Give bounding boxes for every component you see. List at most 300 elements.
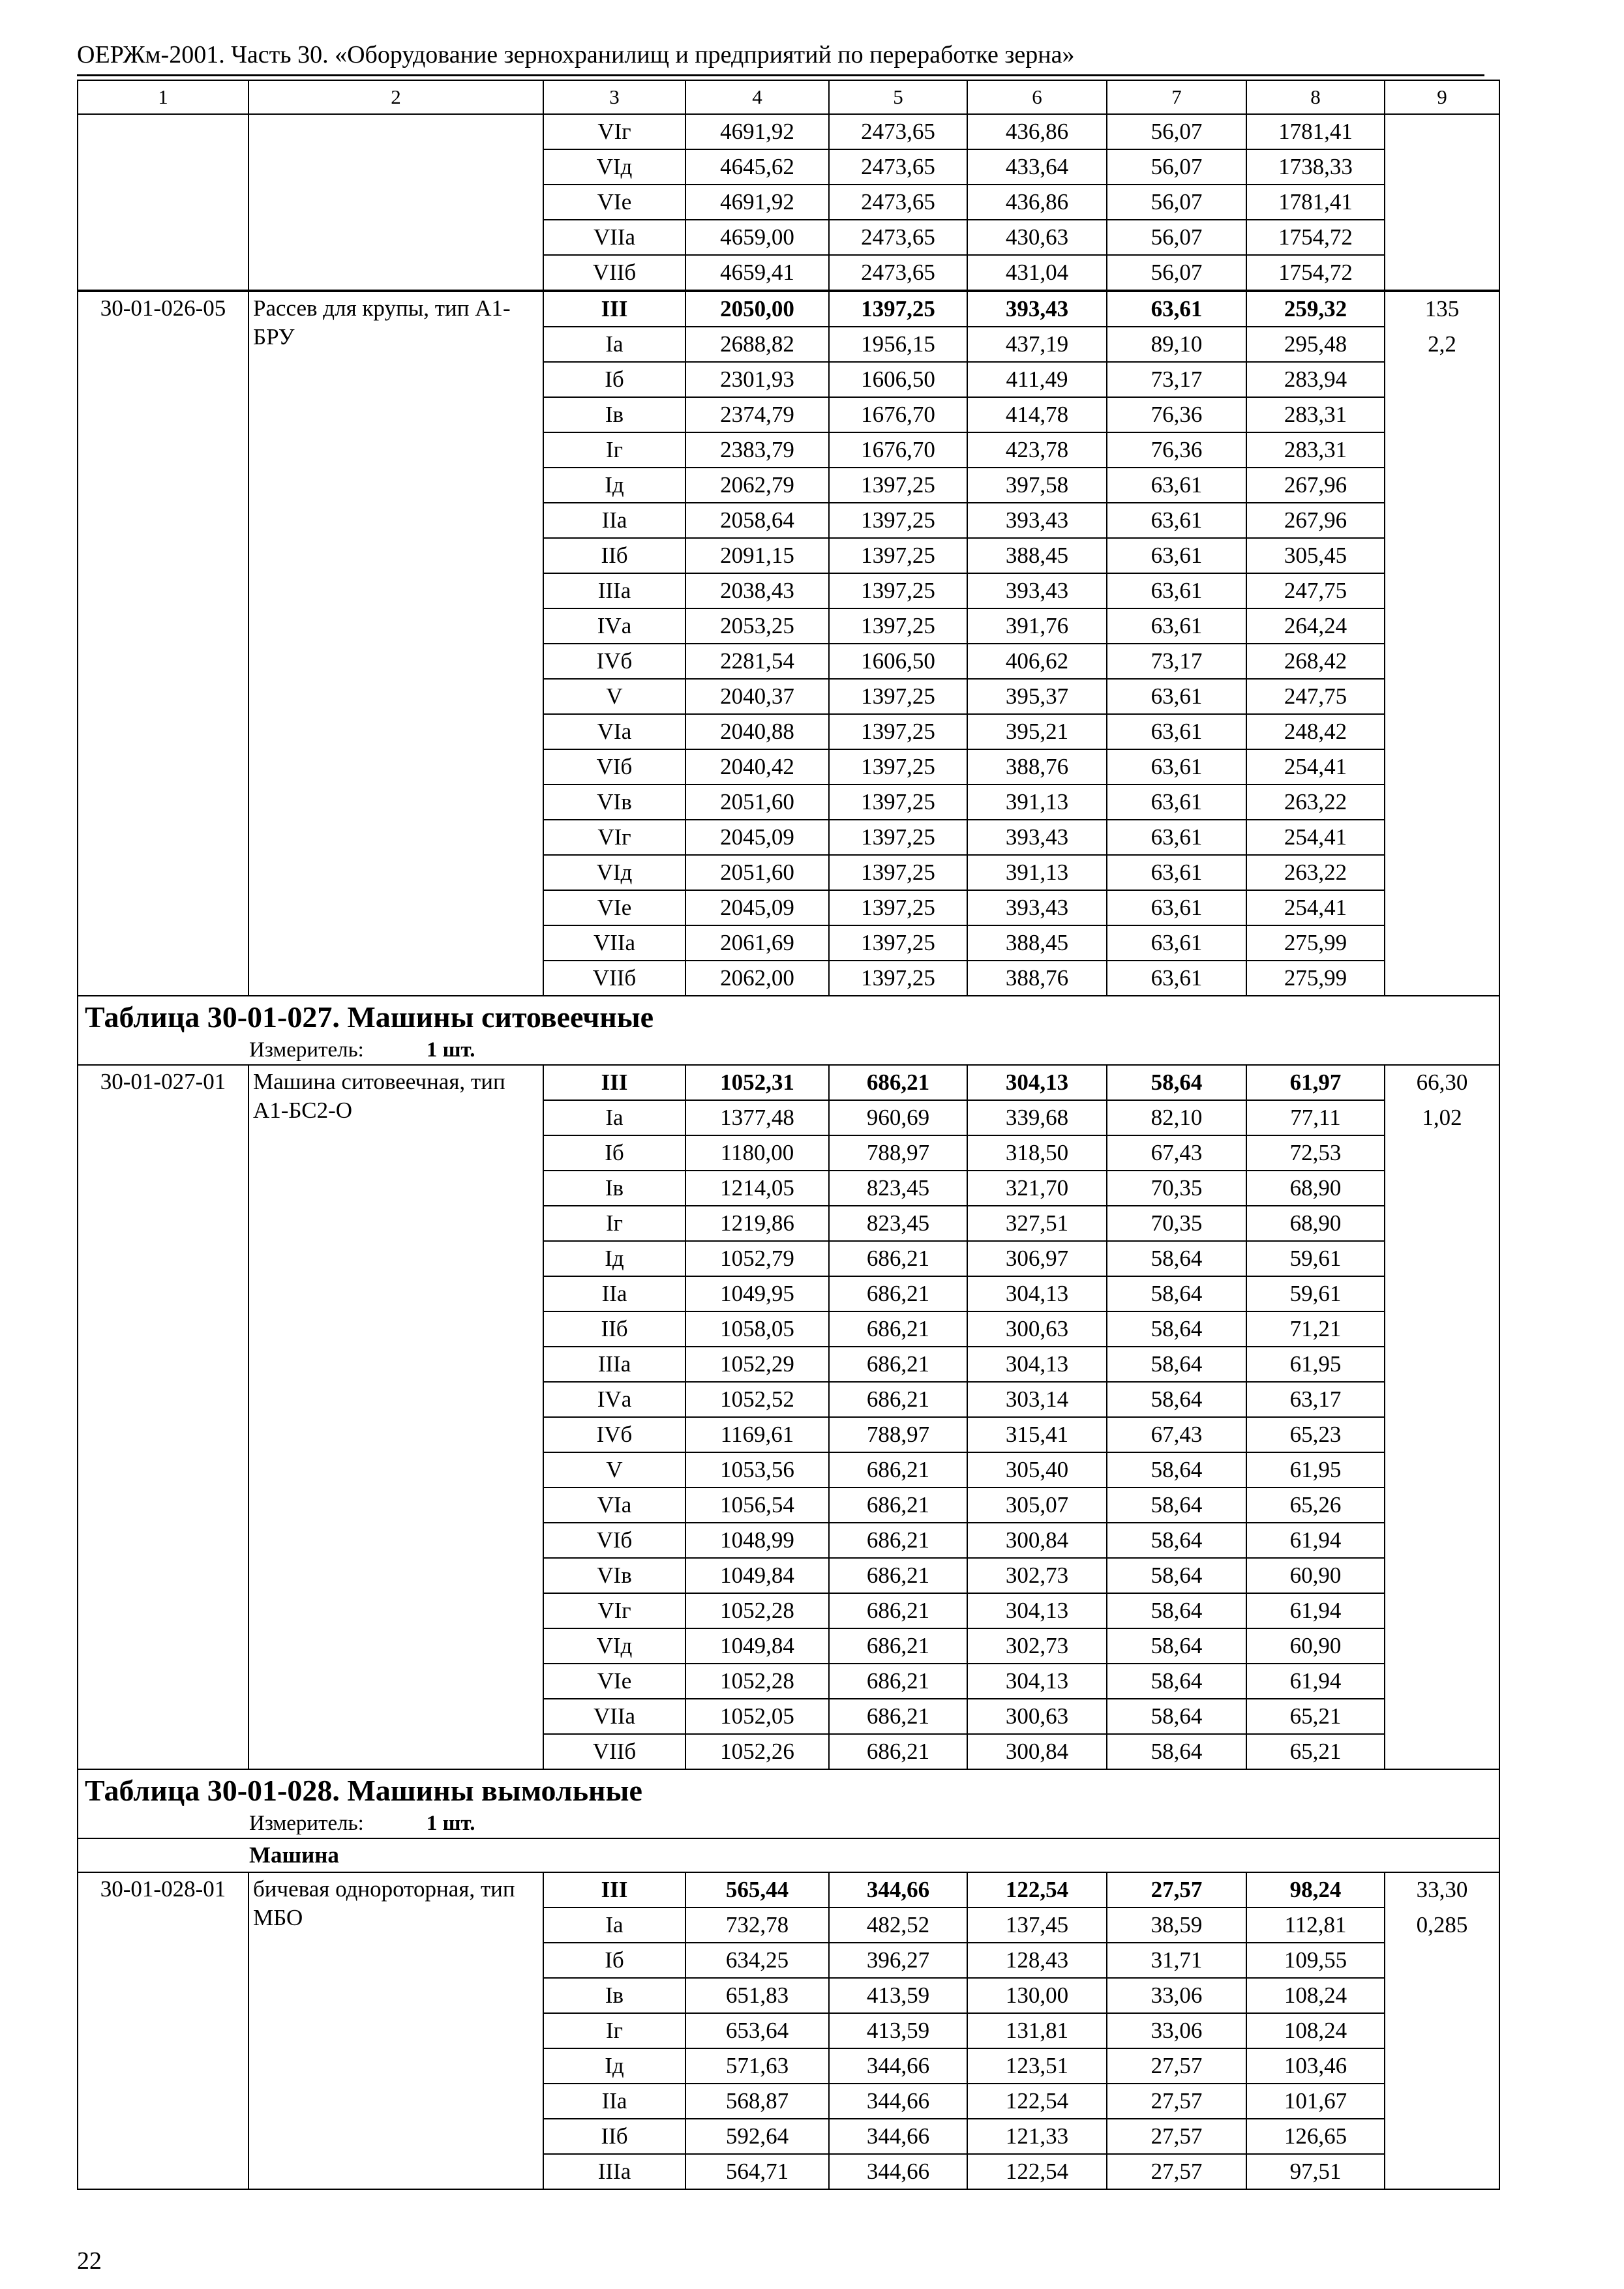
region-code: VIIа xyxy=(543,220,685,255)
cost-value: 686,21 xyxy=(829,1628,967,1664)
cost-value: 283,94 xyxy=(1246,362,1385,397)
cost-value: 109,55 xyxy=(1246,1943,1385,1978)
item-name xyxy=(248,114,543,291)
cost-value: 393,43 xyxy=(967,291,1107,327)
cost-value: 653,64 xyxy=(685,2013,829,2048)
cost-value: 63,61 xyxy=(1107,608,1246,644)
cost-value: 58,64 xyxy=(1107,1311,1246,1347)
cost-value: 686,21 xyxy=(829,1311,967,1347)
cost-value: 302,73 xyxy=(967,1558,1107,1593)
cost-value: 2473,65 xyxy=(829,255,967,291)
cost-value: 247,75 xyxy=(1246,573,1385,608)
region-code: Iа xyxy=(543,327,685,362)
unit-label: Измеритель: xyxy=(249,1038,364,1062)
cost-value: 1397,25 xyxy=(829,291,967,327)
cost-value: 1781,41 xyxy=(1246,185,1385,220)
cost-value: 1676,70 xyxy=(829,432,967,468)
cost-value: 61,97 xyxy=(1246,1065,1385,1100)
region-code: IVб xyxy=(543,1417,685,1452)
cost-value: 2301,93 xyxy=(685,362,829,397)
cost-value: 1219,86 xyxy=(685,1206,829,1241)
cost-value: 4645,62 xyxy=(685,149,829,185)
cost-value: 1180,00 xyxy=(685,1135,829,1171)
cost-value: 393,43 xyxy=(967,820,1107,855)
cost-value: 247,75 xyxy=(1246,679,1385,714)
cost-value: 58,64 xyxy=(1107,1558,1246,1593)
cost-value: 82,10 xyxy=(1107,1100,1246,1135)
cost-value: 2061,69 xyxy=(685,925,829,961)
cost-value: 264,24 xyxy=(1246,608,1385,644)
unit-value: 1 шт. xyxy=(426,1812,475,1835)
col9-value: 135 xyxy=(1424,296,1460,322)
cost-value: 686,21 xyxy=(829,1699,967,1734)
cost-value: 306,97 xyxy=(967,1241,1107,1276)
region-code: Iг xyxy=(543,1206,685,1241)
item-code: 30-01-026-05 xyxy=(78,291,248,996)
cost-value: 686,21 xyxy=(829,1734,967,1769)
cost-value: 137,45 xyxy=(967,1908,1107,1943)
cost-value: 2040,42 xyxy=(685,749,829,785)
cost-value: 568,87 xyxy=(685,2084,829,2119)
cost-value: 1397,25 xyxy=(829,785,967,820)
cost-value: 4659,00 xyxy=(685,220,829,255)
cost-value: 686,21 xyxy=(829,1664,967,1699)
region-code: Iд xyxy=(543,1241,685,1276)
region-code: VIIб xyxy=(543,1734,685,1769)
cost-value: 254,41 xyxy=(1246,890,1385,925)
region-code: V xyxy=(543,1452,685,1488)
column-numbers-row xyxy=(78,80,1499,114)
cost-value: 388,45 xyxy=(967,538,1107,573)
cost-value: 63,61 xyxy=(1107,961,1246,996)
cost-value: 101,67 xyxy=(1246,2084,1385,2119)
cost-value: 823,45 xyxy=(829,1206,967,1241)
cost-value: 1052,28 xyxy=(685,1664,829,1699)
cost-value: 108,24 xyxy=(1246,1978,1385,2013)
cost-value: 344,66 xyxy=(829,2084,967,2119)
cost-value: 1754,72 xyxy=(1246,255,1385,291)
cost-value: 823,45 xyxy=(829,1171,967,1206)
cost-value: 73,17 xyxy=(1107,362,1246,397)
cost-value: 2062,79 xyxy=(685,468,829,503)
cost-value: 2050,00 xyxy=(685,291,829,327)
cost-value: 304,13 xyxy=(967,1065,1107,1100)
column-number: 2 xyxy=(248,80,543,114)
region-code: IIIа xyxy=(543,2154,685,2189)
cost-value: 56,07 xyxy=(1107,255,1246,291)
cost-value: 275,99 xyxy=(1246,961,1385,996)
item-col9 xyxy=(1385,291,1499,996)
cost-value: 1049,84 xyxy=(685,1628,829,1664)
table-row xyxy=(78,114,1499,149)
cost-value: 27,57 xyxy=(1107,2084,1246,2119)
cost-value: 413,59 xyxy=(829,2013,967,2048)
cost-value: 960,69 xyxy=(829,1100,967,1135)
cost-value: 58,64 xyxy=(1107,1241,1246,1276)
region-code: VIв xyxy=(543,785,685,820)
cost-value: 302,73 xyxy=(967,1628,1107,1664)
cost-value: 63,61 xyxy=(1107,679,1246,714)
cost-value: 2051,60 xyxy=(685,855,829,890)
cost-value: 63,61 xyxy=(1107,890,1246,925)
cost-value: 395,21 xyxy=(967,714,1107,749)
cost-value: 65,23 xyxy=(1246,1417,1385,1452)
cost-value: 634,25 xyxy=(685,1943,829,1978)
cost-value: 58,64 xyxy=(1107,1347,1246,1382)
region-code: Iб xyxy=(543,1135,685,1171)
cost-value: 1781,41 xyxy=(1246,114,1385,149)
cost-value: 2281,54 xyxy=(685,644,829,679)
cost-value: 61,94 xyxy=(1246,1523,1385,1558)
cost-value: 1052,79 xyxy=(685,1241,829,1276)
cost-value: 58,64 xyxy=(1107,1734,1246,1769)
cost-value: 68,90 xyxy=(1246,1171,1385,1206)
item-name: бичевая однороторная, тип МБО xyxy=(248,1872,543,2189)
cost-value: 58,64 xyxy=(1107,1628,1246,1664)
cost-value: 436,86 xyxy=(967,114,1107,149)
cost-value: 300,63 xyxy=(967,1699,1107,1734)
cost-value: 33,06 xyxy=(1107,1978,1246,2013)
cost-value: 254,41 xyxy=(1246,749,1385,785)
cost-value: 1397,25 xyxy=(829,961,967,996)
cost-value: 76,36 xyxy=(1107,397,1246,432)
column-number: 7 xyxy=(1107,80,1246,114)
cost-value: 1754,72 xyxy=(1246,220,1385,255)
cost-value: 70,35 xyxy=(1107,1171,1246,1206)
cost-value: 56,07 xyxy=(1107,114,1246,149)
cost-value: 1052,28 xyxy=(685,1593,829,1628)
cost-value: 396,27 xyxy=(829,1943,967,1978)
cost-value: 63,61 xyxy=(1107,573,1246,608)
region-code: IVа xyxy=(543,1382,685,1417)
cost-value: 71,21 xyxy=(1246,1311,1385,1347)
item-name: Машина ситовеечная, тип А1-БС2-О xyxy=(248,1065,543,1769)
cost-value: 344,66 xyxy=(829,2119,967,2154)
cost-value: 2473,65 xyxy=(829,220,967,255)
cost-value: 59,61 xyxy=(1246,1241,1385,1276)
region-code: III xyxy=(543,291,685,327)
cost-value: 2045,09 xyxy=(685,820,829,855)
cost-value: 1397,25 xyxy=(829,503,967,538)
region-code: Iв xyxy=(543,397,685,432)
cost-value: 122,54 xyxy=(967,2154,1107,2189)
table-row xyxy=(78,1065,1499,1100)
cost-value: 1049,95 xyxy=(685,1276,829,1311)
cost-value: 304,13 xyxy=(967,1347,1107,1382)
region-code: Iа xyxy=(543,1100,685,1135)
cost-value: 1049,84 xyxy=(685,1558,829,1593)
cost-value: 1397,25 xyxy=(829,890,967,925)
cost-value: 393,43 xyxy=(967,573,1107,608)
page-number: 22 xyxy=(77,2247,102,2275)
unit-line xyxy=(85,1038,1499,1064)
col9-value: 1,02 xyxy=(1422,1105,1462,1130)
cost-value: 788,97 xyxy=(829,1135,967,1171)
cost-value: 430,63 xyxy=(967,220,1107,255)
cost-value: 112,81 xyxy=(1246,1908,1385,1943)
cost-value: 76,36 xyxy=(1107,432,1246,468)
cost-value: 1397,25 xyxy=(829,679,967,714)
cost-value: 61,94 xyxy=(1246,1664,1385,1699)
cost-value: 686,21 xyxy=(829,1347,967,1382)
cost-value: 27,57 xyxy=(1107,2048,1246,2084)
cost-value: 268,42 xyxy=(1246,644,1385,679)
cost-value: 65,26 xyxy=(1246,1488,1385,1523)
cost-value: 263,22 xyxy=(1246,785,1385,820)
cost-value: 315,41 xyxy=(967,1417,1107,1452)
region-code: III xyxy=(543,1065,685,1100)
cost-value: 1397,25 xyxy=(829,749,967,785)
cost-value: 732,78 xyxy=(685,1908,829,1943)
cost-value: 303,14 xyxy=(967,1382,1107,1417)
cost-value: 98,24 xyxy=(1246,1872,1385,1908)
cost-value: 571,63 xyxy=(685,2048,829,2084)
cost-value: 59,61 xyxy=(1246,1276,1385,1311)
cost-value: 122,54 xyxy=(967,1872,1107,1908)
region-code: VIв xyxy=(543,1558,685,1593)
col9-value: 0,285 xyxy=(1416,1912,1468,1937)
region-code: Iд xyxy=(543,2048,685,2084)
table-row xyxy=(78,1872,1499,1908)
cost-value: 564,71 xyxy=(685,2154,829,2189)
cost-value: 128,43 xyxy=(967,1943,1107,1978)
cost-value: 1397,25 xyxy=(829,573,967,608)
cost-value: 58,64 xyxy=(1107,1664,1246,1699)
cost-value: 27,57 xyxy=(1107,2119,1246,2154)
unit-value: 1 шт. xyxy=(426,1038,475,1062)
unit-line xyxy=(85,1812,1499,1838)
cost-value: 1052,29 xyxy=(685,1347,829,1382)
cost-value: 393,43 xyxy=(967,890,1107,925)
cost-value: 344,66 xyxy=(829,1872,967,1908)
table-title: Таблица 30-01-028. Машины вымольные xyxy=(85,1774,642,1807)
cost-value: 58,64 xyxy=(1107,1699,1246,1734)
cost-value: 1956,15 xyxy=(829,327,967,362)
cost-value: 1738,33 xyxy=(1246,149,1385,185)
item-code xyxy=(78,114,248,291)
cost-value: 686,21 xyxy=(829,1523,967,1558)
region-code: VIд xyxy=(543,1628,685,1664)
cost-value: 686,21 xyxy=(829,1276,967,1311)
cost-value: 1397,25 xyxy=(829,925,967,961)
region-code: VIIа xyxy=(543,925,685,961)
region-code: VIIб xyxy=(543,961,685,996)
cost-value: 304,13 xyxy=(967,1593,1107,1628)
cost-value: 63,61 xyxy=(1107,291,1246,327)
cost-value: 391,76 xyxy=(967,608,1107,644)
region-code: Iв xyxy=(543,1978,685,2013)
cost-value: 592,64 xyxy=(685,2119,829,2154)
region-code: IIа xyxy=(543,1276,685,1311)
column-number: 5 xyxy=(829,80,967,114)
region-code: Iд xyxy=(543,468,685,503)
table-title-cell xyxy=(78,996,1499,1065)
cost-value: 339,68 xyxy=(967,1100,1107,1135)
column-number: 1 xyxy=(78,80,248,114)
cost-value: 1377,48 xyxy=(685,1100,829,1135)
region-code: IIIа xyxy=(543,1347,685,1382)
cost-value: 305,07 xyxy=(967,1488,1107,1523)
cost-value: 1052,31 xyxy=(685,1065,829,1100)
cost-value: 130,00 xyxy=(967,1978,1107,2013)
cost-value: 27,57 xyxy=(1107,1872,1246,1908)
cost-value: 56,07 xyxy=(1107,149,1246,185)
cost-value: 437,19 xyxy=(967,327,1107,362)
col9-value: 2,2 xyxy=(1428,331,1456,357)
cost-value: 406,62 xyxy=(967,644,1107,679)
cost-value: 63,61 xyxy=(1107,925,1246,961)
table-row xyxy=(78,291,1499,327)
cost-value: 38,59 xyxy=(1107,1908,1246,1943)
cost-value: 391,13 xyxy=(967,785,1107,820)
cost-value: 61,94 xyxy=(1246,1593,1385,1628)
cost-value: 60,90 xyxy=(1246,1628,1385,1664)
cost-value: 295,48 xyxy=(1246,327,1385,362)
cost-value: 63,61 xyxy=(1107,714,1246,749)
cost-value: 61,95 xyxy=(1246,1347,1385,1382)
cost-value: 63,61 xyxy=(1107,855,1246,890)
cost-value: 56,07 xyxy=(1107,220,1246,255)
cost-value: 393,43 xyxy=(967,503,1107,538)
column-number: 8 xyxy=(1246,80,1385,114)
item-col9 xyxy=(1385,114,1499,291)
region-code: VIд xyxy=(543,855,685,890)
cost-value: 1169,61 xyxy=(685,1417,829,1452)
region-code: VIб xyxy=(543,1523,685,1558)
region-code: VIIа xyxy=(543,1699,685,1734)
column-number: 9 xyxy=(1385,80,1499,114)
region-code: IIб xyxy=(543,2119,685,2154)
item-code: 30-01-027-01 xyxy=(78,1065,248,1769)
cost-value: 388,45 xyxy=(967,925,1107,961)
item-code: 30-01-028-01 xyxy=(78,1872,248,2189)
cost-value: 686,21 xyxy=(829,1065,967,1100)
cost-value: 58,64 xyxy=(1107,1488,1246,1523)
column-number: 4 xyxy=(685,80,829,114)
cost-value: 1056,54 xyxy=(685,1488,829,1523)
cost-value: 61,95 xyxy=(1246,1452,1385,1488)
cost-value: 31,71 xyxy=(1107,1943,1246,1978)
cost-value: 1052,52 xyxy=(685,1382,829,1417)
region-code: IVа xyxy=(543,608,685,644)
cost-value: 395,37 xyxy=(967,679,1107,714)
region-code: VIе xyxy=(543,1664,685,1699)
cost-value: 304,13 xyxy=(967,1664,1107,1699)
cost-value: 123,51 xyxy=(967,2048,1107,2084)
region-code: IIIа xyxy=(543,573,685,608)
cost-value: 67,43 xyxy=(1107,1417,1246,1452)
cost-value: 254,41 xyxy=(1246,820,1385,855)
cost-value: 58,64 xyxy=(1107,1382,1246,1417)
cost-value: 2091,15 xyxy=(685,538,829,573)
cost-value: 300,84 xyxy=(967,1734,1107,1769)
cost-value: 391,13 xyxy=(967,855,1107,890)
region-code: VIа xyxy=(543,714,685,749)
cost-value: 305,45 xyxy=(1246,538,1385,573)
region-code: IIа xyxy=(543,503,685,538)
cost-value: 686,21 xyxy=(829,1382,967,1417)
cost-value: 344,66 xyxy=(829,2048,967,2084)
cost-value: 72,53 xyxy=(1246,1135,1385,1171)
cost-value: 58,64 xyxy=(1107,1276,1246,1311)
cost-value: 121,33 xyxy=(967,2119,1107,2154)
cost-value: 2040,88 xyxy=(685,714,829,749)
cost-value: 283,31 xyxy=(1246,432,1385,468)
table-body xyxy=(78,80,1499,2189)
subheader: Машина xyxy=(78,1838,1499,1872)
cost-value: 63,61 xyxy=(1107,785,1246,820)
cost-value: 126,65 xyxy=(1246,2119,1385,2154)
cost-value: 267,96 xyxy=(1246,468,1385,503)
cost-value: 686,21 xyxy=(829,1452,967,1488)
cost-value: 60,90 xyxy=(1246,1558,1385,1593)
cost-value: 1606,50 xyxy=(829,644,967,679)
cost-value: 248,42 xyxy=(1246,714,1385,749)
cost-value: 89,10 xyxy=(1107,327,1246,362)
region-code: VIа xyxy=(543,1488,685,1523)
unit-label: Измеритель: xyxy=(249,1812,364,1835)
cost-value: 2473,65 xyxy=(829,185,967,220)
region-code: Iв xyxy=(543,1171,685,1206)
region-code: VIд xyxy=(543,149,685,185)
region-code: IIб xyxy=(543,1311,685,1347)
cost-value: 2053,25 xyxy=(685,608,829,644)
cost-value: 58,64 xyxy=(1107,1452,1246,1488)
region-code: VIIб xyxy=(543,255,685,291)
cost-value: 388,76 xyxy=(967,961,1107,996)
region-code: IIб xyxy=(543,538,685,573)
cost-value: 122,54 xyxy=(967,2084,1107,2119)
col9-value: 66,30 xyxy=(1416,1070,1468,1095)
cost-value: 436,86 xyxy=(967,185,1107,220)
cost-value: 68,90 xyxy=(1246,1206,1385,1241)
cost-value: 686,21 xyxy=(829,1558,967,1593)
cost-value: 97,51 xyxy=(1246,2154,1385,2189)
cost-value: 2051,60 xyxy=(685,785,829,820)
region-code: Iб xyxy=(543,362,685,397)
cost-value: 1606,50 xyxy=(829,362,967,397)
cost-value: 327,51 xyxy=(967,1206,1107,1241)
cost-value: 413,59 xyxy=(829,1978,967,2013)
cost-value: 2062,00 xyxy=(685,961,829,996)
cost-value: 56,07 xyxy=(1107,185,1246,220)
price-table xyxy=(77,80,1500,2190)
cost-value: 1052,05 xyxy=(685,1699,829,1734)
column-number: 6 xyxy=(967,80,1107,114)
table-title-row xyxy=(78,1769,1499,1838)
cost-value: 2688,82 xyxy=(685,327,829,362)
cost-value: 2473,65 xyxy=(829,149,967,185)
cost-value: 63,61 xyxy=(1107,820,1246,855)
item-col9 xyxy=(1385,1872,1499,2189)
cost-value: 63,17 xyxy=(1246,1382,1385,1417)
table-title-row xyxy=(78,996,1499,1065)
cost-value: 1397,25 xyxy=(829,538,967,573)
cost-value: 4691,92 xyxy=(685,114,829,149)
cost-value: 2058,64 xyxy=(685,503,829,538)
cost-value: 1214,05 xyxy=(685,1171,829,1206)
region-code: IVб xyxy=(543,644,685,679)
cost-value: 4691,92 xyxy=(685,185,829,220)
region-code: Iг xyxy=(543,2013,685,2048)
cost-value: 267,96 xyxy=(1246,503,1385,538)
cost-value: 414,78 xyxy=(967,397,1107,432)
cost-value: 482,52 xyxy=(829,1908,967,1943)
cost-value: 63,61 xyxy=(1107,503,1246,538)
cost-value: 77,11 xyxy=(1246,1100,1385,1135)
cost-value: 1397,25 xyxy=(829,855,967,890)
region-code: IIа xyxy=(543,2084,685,2119)
